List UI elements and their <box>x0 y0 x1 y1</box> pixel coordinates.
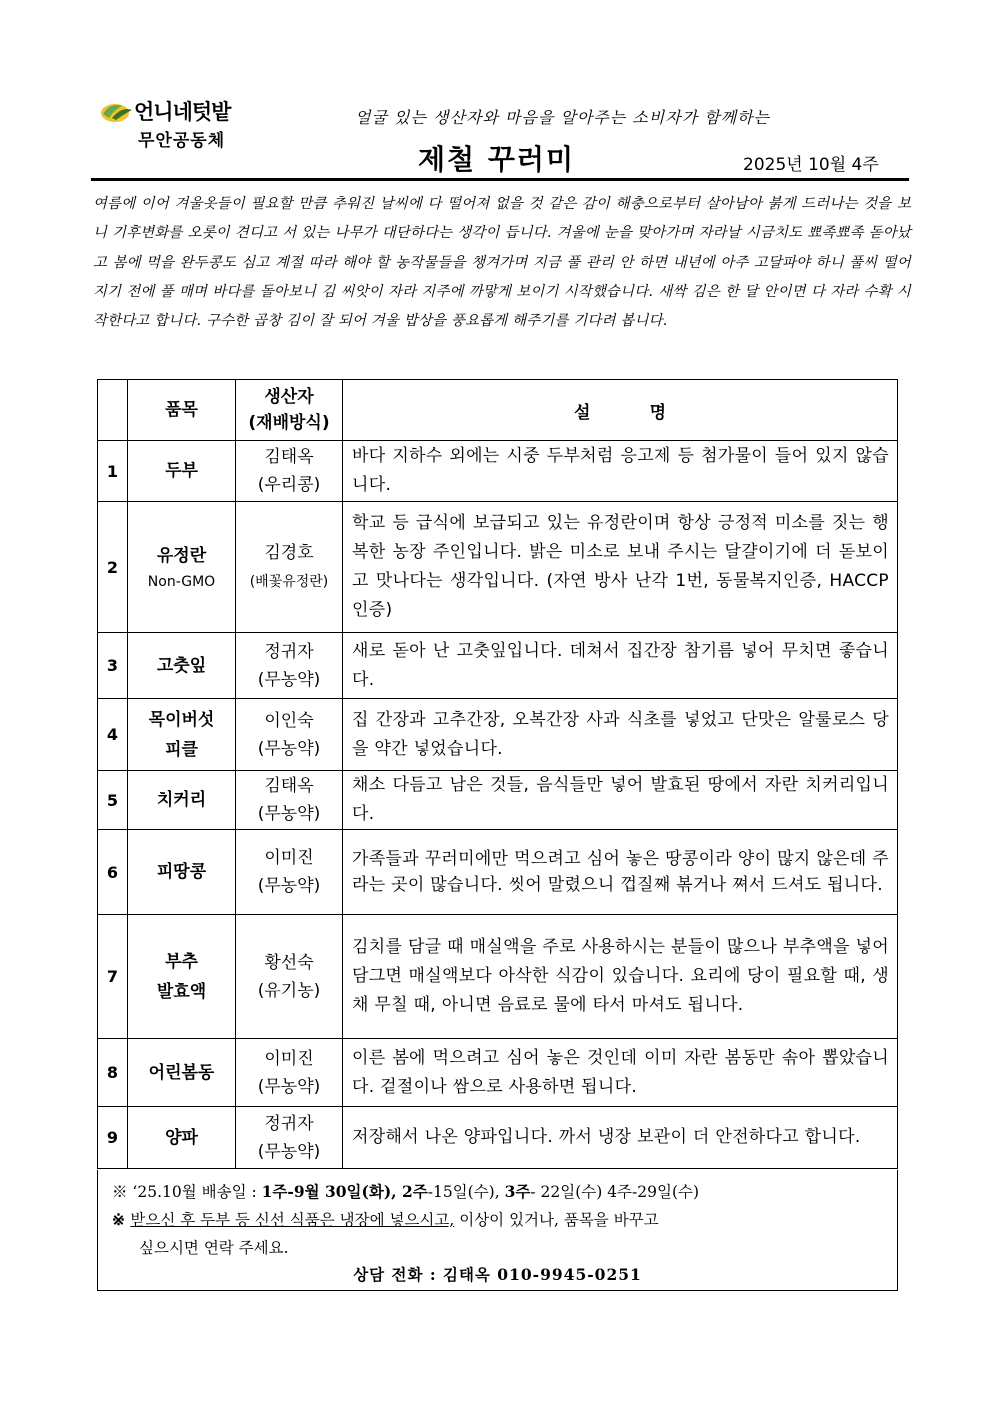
producer-cell <box>236 699 343 771</box>
cultivation-method: (무농약) <box>257 669 321 690</box>
item-name: 어린봄동 <box>128 1039 236 1107</box>
item-description: 학교 등 급식에 보급되고 있는 유정란이며 항상 긍정적 미소를 짓는 행복한 농장 주인입니다. 밝은 미소로 보내 주시는 달걀이기에 더 돋보이고 맛나다는 생각입니다. (자연 방사 난각 1번, 동물복지인증, HACCP 인증) <box>343 502 898 633</box>
cultivation-method: (무농약) <box>257 738 321 759</box>
week3-label: 3주 <box>504 1182 531 1201</box>
week2-label: , 2주 <box>391 1182 428 1201</box>
table-header-row <box>98 380 898 441</box>
week2-date: -15일(수), <box>427 1183 505 1201</box>
row-number: 6 <box>98 830 128 915</box>
item-name-line2: 발효액 <box>156 981 207 1002</box>
delivery-prefix: ※ ‘25.10월 배송일 : <box>112 1183 262 1201</box>
table-row <box>98 1039 898 1107</box>
item-cell <box>128 502 236 633</box>
item-cell <box>128 915 236 1039</box>
cultivation-method: (무농약) <box>257 876 321 896</box>
row-number: 3 <box>98 633 128 699</box>
cultivation-method: (우리콩) <box>257 475 321 495</box>
sprout-logo-icon <box>100 98 136 124</box>
producer-cell <box>236 1107 343 1169</box>
producer-cell <box>236 441 343 502</box>
item-name: 피땅콩 <box>128 830 236 915</box>
producer-cell <box>236 502 343 633</box>
producer-name: 이미진 <box>264 848 314 868</box>
producer-name: 김태옥 <box>264 447 314 467</box>
table-row <box>98 830 898 915</box>
storage-instruction-rest: 이상이 있거나, 품목을 바꾸고 <box>454 1211 659 1229</box>
cultivation-method: (유기농) <box>257 980 321 1001</box>
producer-cell <box>236 633 343 699</box>
producer-name: 정귀자 <box>264 1113 314 1134</box>
header-method-label: (재배방식) <box>248 413 330 433</box>
item-name: 치커리 <box>128 771 236 830</box>
producer-name: 정귀자 <box>264 641 314 662</box>
cultivation-method: (무농약) <box>257 1076 321 1097</box>
row-number: 2 <box>98 502 128 633</box>
storage-note-line2: 싶으시면 연락 주세요. <box>139 1239 289 1257</box>
item-subtitle: Non-GMO <box>147 574 216 590</box>
storage-instruction: 받으신 후 두부 등 신선 식품은 냉장에 넣으시고, <box>130 1211 455 1229</box>
row-number: 1 <box>98 441 128 502</box>
item-name: 양파 <box>128 1107 236 1169</box>
producer-name: 황선숙 <box>264 952 314 973</box>
item-name: 목이버섯 <box>148 709 215 730</box>
note-mark: ※ <box>112 1210 131 1229</box>
contact-phone: 상담 전화 : 김태옥 010-9945-0251 <box>353 1265 642 1284</box>
table-row <box>98 1107 898 1169</box>
community-name: 무안공동체 <box>138 131 226 151</box>
table-row <box>98 441 898 502</box>
issue-date: 2025년 10월 4주 <box>743 155 879 175</box>
row-number: 4 <box>98 699 128 771</box>
table-row <box>98 699 898 771</box>
cultivation-method: (무농약) <box>257 804 321 824</box>
item-name: 부추 <box>165 951 198 972</box>
header-desc: 설 명 <box>343 380 898 441</box>
item-description: 가족들과 꾸러미에만 먹으려고 심어 놓은 땅콩이라 양이 많지 않은데 주라는 곳이 많습니다. 씻어 말렸으니 껍질째 볶거나 쪄서 드셔도 됩니다. <box>343 830 898 915</box>
item-description: 바다 지하수 외에는 시중 두부처럼 응고제 등 첨가물이 들어 있지 않습니다. <box>343 441 898 502</box>
cultivation-method: (무농약) <box>257 1141 321 1162</box>
row-number: 7 <box>98 915 128 1039</box>
table-row <box>98 771 898 830</box>
item-description: 채소 다듬고 남은 것들, 음식들만 넣어 발효된 땅에서 자란 치커리입니다. <box>343 771 898 830</box>
table-row <box>98 915 898 1039</box>
item-description: 김치를 담글 때 매실액을 주로 사용하시는 분들이 많으나 부추액을 넣어 담그면 매실액보다 아삭한 식감이 있습니다. 요리에 당이 필요할 때, 생채 무칠 때, 아니면 음료로 물에 타서 마셔도 됩니다. <box>343 915 898 1039</box>
table-row <box>98 633 898 699</box>
item-description: 이른 봄에 먹으려고 심어 놓은 것인데 이미 자란 봄동만 솎아 뽑았습니다. 겉절이나 쌈으로 사용하면 됩니다. <box>343 1039 898 1107</box>
slogan: 얼굴 있는 생산자와 마음을 알아주는 소비자가 함께하는 <box>355 108 771 127</box>
logo <box>100 98 260 154</box>
row-number: 9 <box>98 1107 128 1169</box>
storage-note <box>112 1208 659 1230</box>
producer-name: 이미진 <box>264 1048 314 1069</box>
title-divider <box>91 178 909 181</box>
week1-date: 1주-9월 30일(화) <box>261 1182 392 1201</box>
row-number: 5 <box>98 771 128 830</box>
week3-4-dates: - 22일(수) 4주-29일(수) <box>530 1183 700 1201</box>
row-number: 8 <box>98 1039 128 1107</box>
header-producer-label: 생산자 <box>264 387 314 407</box>
notes-box <box>97 1170 898 1291</box>
header-producer <box>236 380 343 441</box>
producer-name: 김태옥 <box>264 776 314 796</box>
items-table <box>97 379 898 1169</box>
cultivation-method: (배꽃유정란) <box>249 573 329 590</box>
producer-cell <box>236 830 343 915</box>
item-description: 저장해서 나온 양파입니다. 까서 냉장 보관이 더 안전하다고 합니다. <box>343 1107 898 1169</box>
producer-cell <box>236 1039 343 1107</box>
item-name: 고춧잎 <box>128 633 236 699</box>
producer-cell <box>236 771 343 830</box>
table-row <box>98 502 898 633</box>
header-item: 품목 <box>128 380 236 441</box>
item-cell <box>128 699 236 771</box>
item-name-line2: 피클 <box>165 739 198 760</box>
item-description: 새로 돋아 난 고춧잎입니다. 데쳐서 집간장 참기름 넣어 무치면 좋습니다. <box>343 633 898 699</box>
page-title: 제철 꾸러미 <box>418 143 575 176</box>
intro-paragraph: 여름에 이어 겨울옷들이 필요할 만큼 추워진 날씨에 다 떨어져 없을 것 같은 감이 해충으로부터 살아남아 붉게 드러나는 것을 보니 기후변화를 오롯이 견디고 서 있는 나무가 대단하다는 생각이 듭니다. 겨울에 눈을 맞아가며 자라날 시금치도 뾰족뾰족 돋아났고 봄에 먹을 완두콩도 심고 계절 따라 해야 할 농작물들을 챙겨가며 지금 풀 관리 안 하면 내년에 아주 고달파야 하니 풀씨 떨어지기 전에 풀 매며 바다를 돌아보니 김 씨앗이 자라 지주에 까맣게 보이기 시작했습니다. 새싹 김은 한 달 안이면 다 자라 수확 시작한다고 합니다. 구수한 곱창 김이 잘 되어 겨울 밥상을 풍요롭게 해주기를 기다려 봅니다. <box>93 196 911 330</box>
producer-name: 이인숙 <box>264 710 314 731</box>
logo-name: 언니네텃밭 <box>134 99 231 124</box>
producer-name: 김경호 <box>264 542 314 563</box>
item-name: 유정란 <box>156 546 207 566</box>
producer-cell <box>236 915 343 1039</box>
item-name: 두부 <box>128 441 236 502</box>
item-description: 집 간장과 고추간장, 오복간장 사과 식초를 넣었고 단맛은 알룰로스 당을 약간 넣었습니다. <box>343 699 898 771</box>
delivery-schedule-note <box>112 1180 699 1202</box>
header-no-cell <box>98 380 128 441</box>
